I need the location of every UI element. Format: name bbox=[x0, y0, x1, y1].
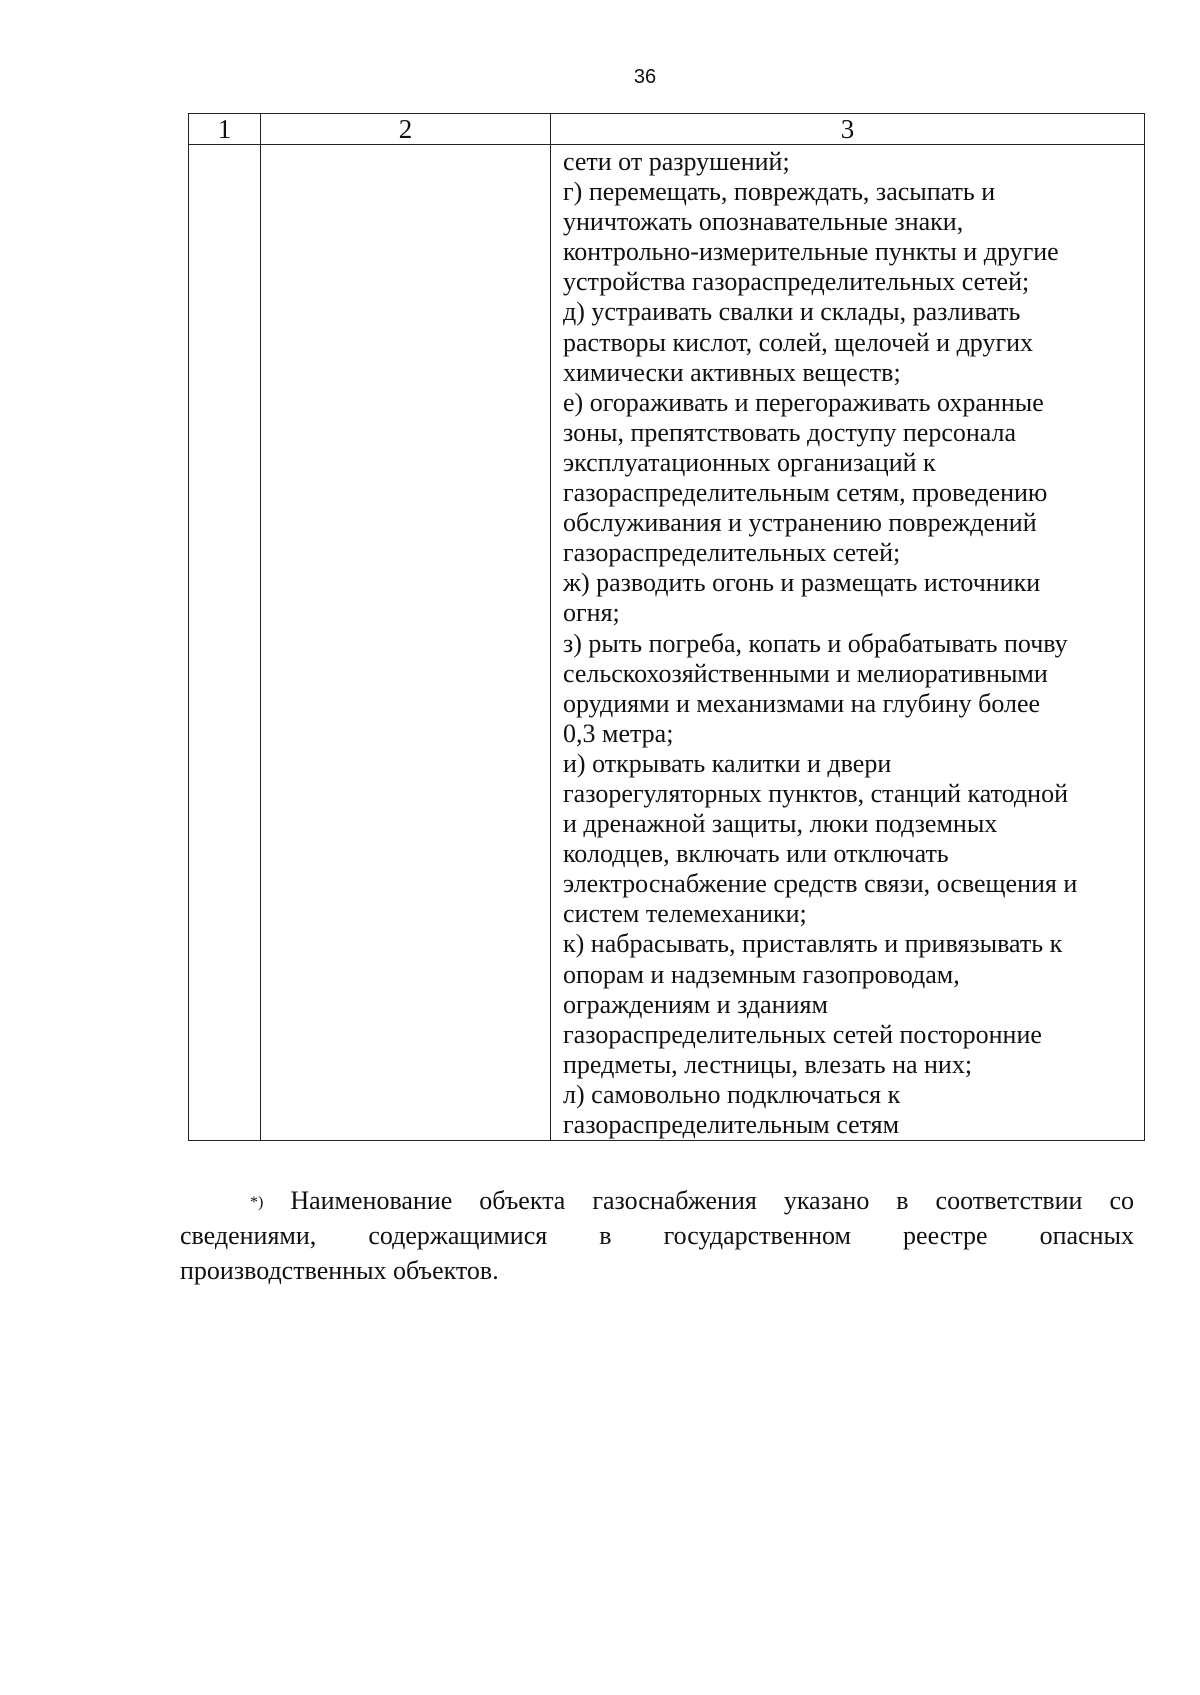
table-text-line: опорам и надземным газопроводам, bbox=[563, 959, 960, 989]
table-cell-col1 bbox=[189, 145, 261, 1141]
footnote-text-1: Наименование объекта газоснабжения указано в соответствии со bbox=[290, 1186, 1134, 1215]
table-text-line: огня; bbox=[563, 598, 620, 628]
table-cell-col2 bbox=[261, 145, 551, 1141]
document-table bbox=[188, 113, 1145, 1141]
table-text-line: л) самовольно подключаться к bbox=[563, 1079, 901, 1109]
prohibitions-list bbox=[563, 147, 1136, 1140]
column-header-3: 3 bbox=[551, 114, 1145, 145]
table-text-line: зоны, препятствовать доступу персонала bbox=[563, 417, 1017, 447]
table-text-line: газораспределительных сетей посторонние bbox=[563, 1019, 1042, 1049]
table-text-line: обслуживания и устранению повреждений bbox=[563, 508, 1037, 538]
table-text-line: газораспределительных сетей; bbox=[563, 538, 901, 568]
table-text-line: 0,3 метра; bbox=[563, 718, 674, 748]
column-header-2: 2 bbox=[261, 114, 551, 145]
table-text-line: электроснабжение средств связи, освещения и bbox=[563, 869, 1078, 899]
table-text-line: газорегуляторных пунктов, станций катодной bbox=[563, 778, 1068, 808]
table-text-line: систем телемеханики; bbox=[563, 899, 807, 929]
table-row bbox=[189, 145, 1145, 1141]
table-text-line: контрольно-измерительные пункты и другие bbox=[563, 237, 1059, 267]
table-text-line: д) устраивать свалки и склады, разливать bbox=[563, 297, 1021, 327]
table-text-line: к) набрасывать, приставлять и привязывать к bbox=[563, 929, 1063, 959]
footnote-line-3: производственных объектов. bbox=[180, 1256, 499, 1285]
table-text-line: предметы, лестницы, влезать на них; bbox=[563, 1049, 973, 1079]
table-header-row bbox=[189, 114, 1145, 145]
table-text-line: орудиями и механизмами на глубину более bbox=[563, 688, 1041, 718]
table-text-line: уничтожать опознавательные знаки, bbox=[563, 207, 964, 237]
footnote-line-1 bbox=[180, 1183, 1134, 1218]
table-text-line: устройства газораспределительных сетей; bbox=[563, 267, 1030, 297]
table-text-line: и) открывать калитки и двери bbox=[563, 748, 892, 778]
page-number: 36 bbox=[633, 66, 657, 88]
table-text-line: сети от разрушений; bbox=[563, 147, 790, 176]
table-text-line: газораспределительным сетям, проведению bbox=[563, 478, 1048, 508]
table-text-line: сельскохозяйственными и мелиоративными bbox=[563, 658, 1048, 688]
table-text-line: колодцев, включать или отключать bbox=[563, 839, 949, 869]
footnote bbox=[180, 1183, 1134, 1288]
table-text-line: газораспределительным сетям bbox=[563, 1110, 900, 1139]
footnote-line-2: сведениями, содержащимися в государственном реестре опасных bbox=[180, 1221, 1134, 1250]
table-text-line: г) перемещать, повреждать, засыпать и bbox=[563, 177, 996, 207]
table-text-line: растворы кислот, солей, щелочей и других bbox=[563, 327, 1034, 357]
footnote-marker: *) bbox=[250, 1194, 264, 1211]
table-text-line: з) рыть погреба, копать и обрабатывать почву bbox=[563, 628, 1068, 658]
column-header-1: 1 bbox=[189, 114, 261, 145]
table-cell-col3 bbox=[551, 145, 1145, 1141]
table-text-line: е) огораживать и перегораживать охранные bbox=[563, 387, 1044, 417]
table-text-line: ж) разводить огонь и размещать источники bbox=[563, 568, 1041, 598]
table-text-line: ограждениям и зданиям bbox=[563, 989, 828, 1019]
table-text-line: химически активных веществ; bbox=[563, 357, 901, 387]
table-text-line: и дренажной защиты, люки подземных bbox=[563, 809, 998, 839]
table-text-line: эксплуатационных организаций к bbox=[563, 447, 936, 477]
